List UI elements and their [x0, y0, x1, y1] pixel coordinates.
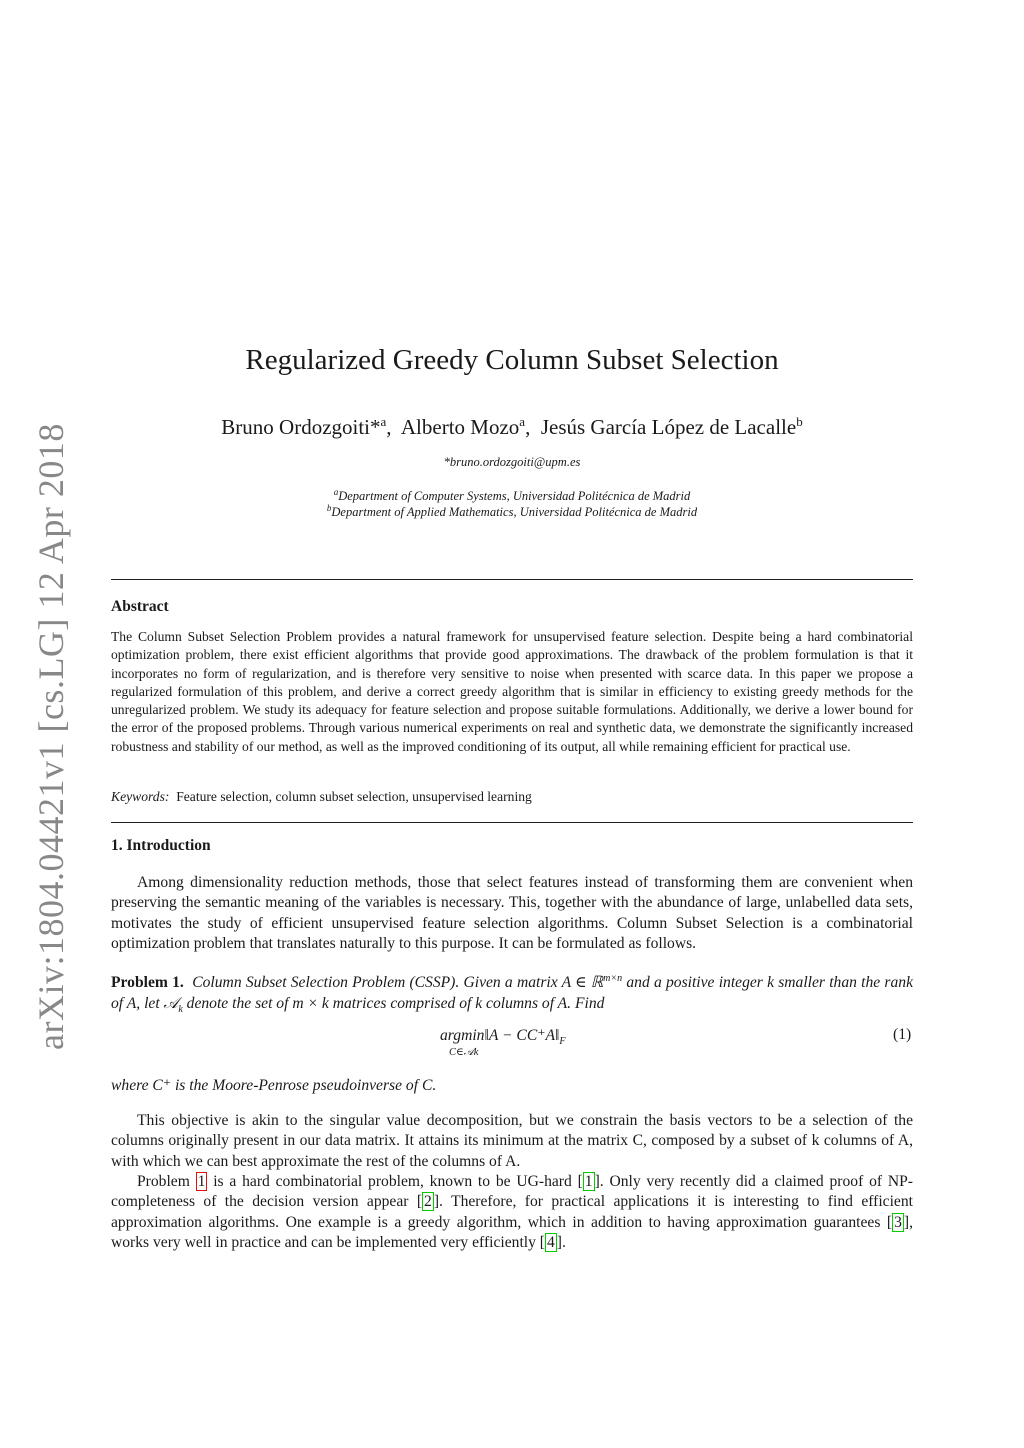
affiliation-a: $^a$Department of Computer Systems, Universidad Politécnica de Madrid	[333, 487, 691, 504]
keywords-line	[111, 789, 532, 805]
citation-link-2[interactable]: 2	[424, 1193, 432, 1211]
author-1: Bruno Ordozgoiti*$^a$	[221, 414, 387, 439]
author-3: Jesús García López de Lacalle$^b$	[540, 414, 803, 439]
affiliation-b: $^b$Department of Applied Mathematics, Universidad Politécnica de Madrid	[326, 503, 698, 520]
arxiv-identifier: arXiv:1804.04421v1 [cs.LG] 12 Apr 2018	[31, 423, 71, 1050]
corresponding-email: *bruno.ordozgoiti@upm.es	[443, 455, 581, 469]
equation-1	[0, 1026, 1024, 1066]
problem-statement: Problem 1. Column Subset Selection Problem (CSSP). Given a matrix A ∈ ℝ$^{m\times n}$ and a positive integer k smaller than the rank of A, let 𝒜$_k$ denote the set of m × k matrices comprised of k columns of A. Find	[111, 973, 913, 1015]
citation-link-1[interactable]: 1	[584, 1173, 593, 1190]
citation-link-4[interactable]: 4	[547, 1234, 555, 1252]
abstract-heading: Abstract	[111, 598, 169, 615]
equation-subscript: C∈𝒜k	[449, 1047, 479, 1058]
intro-paragraph-1: Among dimensionality reduction methods, those that select features instead of transforming them are convenient when preserving the semantic meaning of the variables is necessary. This, together with the abundance of large, unlabelled data sets, motivates the study of efficient unsupervised feature selection algorithms. Column Subset Selection is a combinatorial optimization problem that translates naturally to this purpose. It can be formulated as follows.	[111, 874, 913, 953]
intro-paragraph-2: This objective is akin to the singular value decomposition, but we constrain the basis vectors to be a selection of the columns originally present in our data matrix. It attains its minimum at the matrix C, composed by a subset of k columns of A, with which we can best approximate the rest of the columns of A.	[111, 1112, 913, 1170]
equation-number: (1)	[893, 1026, 912, 1043]
author-list: Bruno Ordozgoiti*$^a$, Alberto Mozo$^a$, Jesús García López de Lacalle$^b$	[221, 414, 803, 439]
divider-top	[111, 579, 913, 580]
keywords-text: Feature selection, column subset selection, unsupervised learning	[176, 789, 532, 804]
section-heading-introduction: 1. Introduction	[111, 837, 211, 854]
author-2: Alberto Mozo$^a$	[400, 414, 526, 439]
problem-reference-link[interactable]: 1	[197, 1173, 206, 1190]
arxiv-sidebar	[22, 423, 72, 1050]
paper-title: Regularized Greedy Column Subset Selection	[245, 344, 779, 376]
intro-paragraph-3: Problem 1 is a hard combinatorial problem, known to be UG-hard [ 1 ]. Only very recently did a claimed proof of NP-completeness of the decision version appear [ 2 ]. Therefore, for practical applications it is interesting to find efficient approximation algorithms. One example is a greedy algorithm, which in addition to having approximation guarantees [ 3 ], works very well in practice and can be implemented very efficiently [ 4 ].	[111, 1173, 913, 1252]
divider-bottom	[111, 822, 913, 823]
problem-label: Problem 1.	[111, 974, 184, 992]
abstract-text: The Column Subset Selection Problem provides a natural framework for unsupervised feature selection. Despite being a hard combinatorial optimization problem, there exist efficient algorithms that provide good approximations. The drawback of the problem formulation is that it incorporates no form of regularization, and is therefore very sensitive to noise when presented with scarce data. In this paper we propose a regularized formulation of this problem, and derive a correct greedy algorithm that is similar in efficiency to existing greedy methods for the unregularized problem. We study its adequacy for feature selection and propose suitable formulations. Additionally, we derive a lower bound for the error of the proposed problems. Through various numerical experiments on real and synthetic data, we demonstrate the significantly increased robustness and stability of our method, as well as the improved conditioning of its output, all while remaining efficient for practical use.	[111, 629, 913, 754]
equation-body: argmin‖A − $CC^+A‖_F$	[440, 1027, 566, 1048]
pseudoinverse-note: where C⁺ is the Moore-Penrose pseudoinverse of C.	[111, 1077, 437, 1094]
citation-link-3[interactable]: 3	[894, 1213, 902, 1231]
keywords-label: Keywords:	[111, 789, 170, 804]
